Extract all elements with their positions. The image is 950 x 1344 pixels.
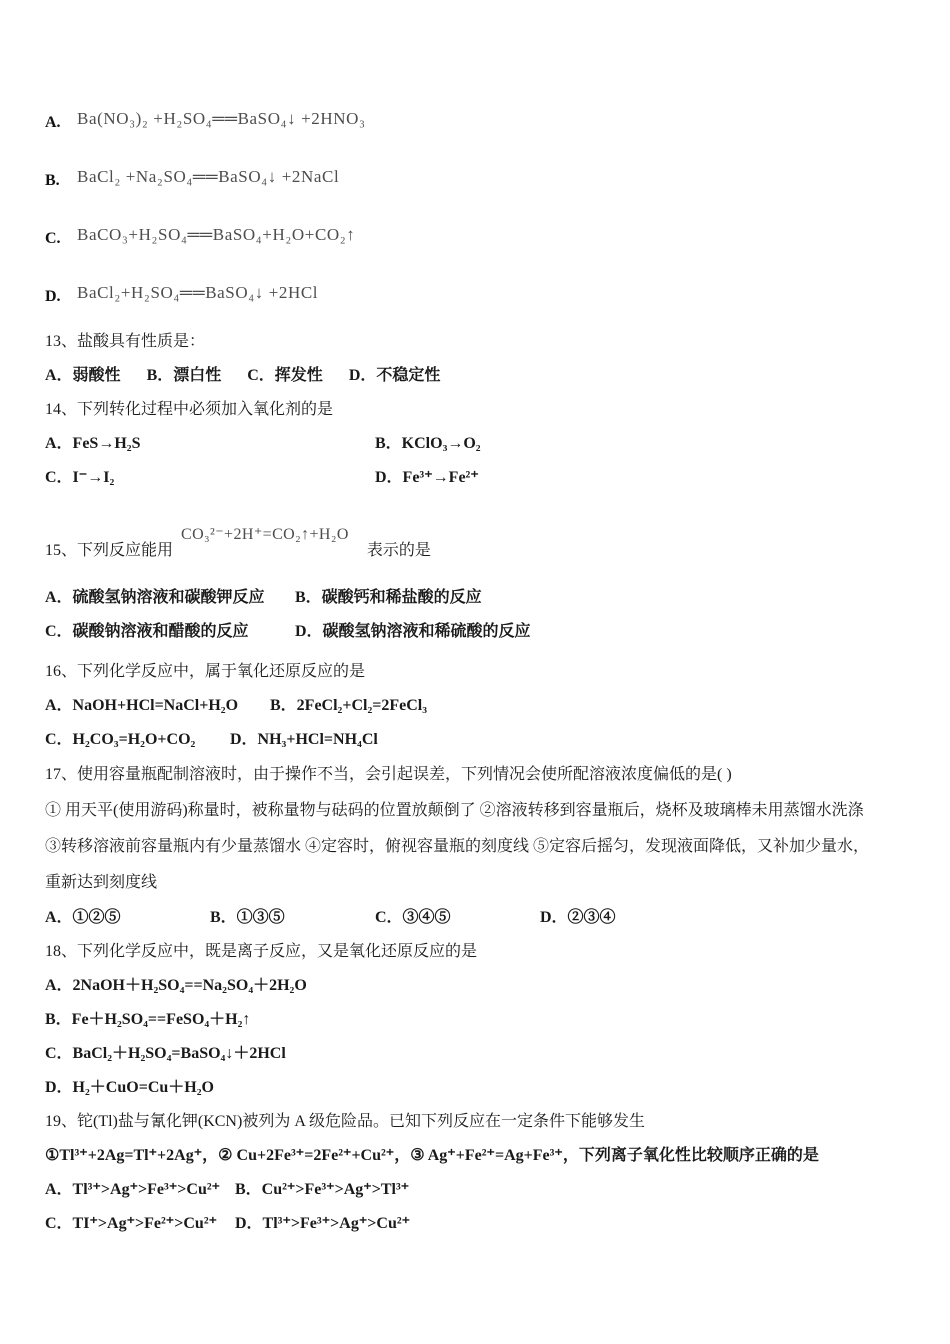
option-item: D．Tl³⁺>Fe³⁺>Ag⁺>Cu²⁺ [235, 1214, 411, 1232]
question-15-post-text: 表示的是 [366, 542, 431, 559]
option-label: D. [45, 288, 61, 305]
question-19-title: 19、铊(Tl)盐与氰化钾(KCN)被列为 A 级危险品。已知下列反应在一定条件下能够发生 [45, 1112, 645, 1130]
option-item: C．I⁻→I₂ [45, 468, 115, 486]
option-label: C. [45, 230, 61, 247]
question-16-options-row2 [45, 720, 905, 754]
option-item: B．①③⑤ [210, 908, 285, 926]
option-item: C．挥发性 [247, 366, 323, 384]
inline-equation: CO₃²⁻+2H⁺=CO₂↑+H₂O [181, 526, 349, 543]
option-item: D．碳酸氢钠溶液和稀硫酸的反应 [295, 622, 531, 640]
option-item: B．漂白性 [146, 366, 222, 384]
option-item: C．碳酸钠溶液和醋酸的反应 [45, 622, 249, 640]
question-14-options-row2 [45, 458, 905, 492]
option-item: C．H₂CO₃=H₂O+CO₂ [45, 730, 196, 748]
question-14-options-row1 [45, 424, 905, 458]
option-label: A. [45, 114, 61, 131]
question-16-title: 16、下列化学反应中，属于氧化还原反应的是 [45, 662, 366, 680]
question-19-options-row2 [45, 1204, 905, 1238]
question-18-option-a: A．2NaOH＋H₂SO₄==Na₂SO₄＋2H₂O [45, 976, 307, 994]
option-item: B．Cu²⁺>Fe³⁺>Ag⁺>Tl³⁺ [235, 1180, 410, 1198]
option-item: A．Tl³⁺>Ag⁺>Fe³⁺>Cu²⁺ [45, 1180, 221, 1198]
question-15-options-row1 [45, 578, 905, 612]
question-15-pre-text: 15、下列反应能用 [45, 542, 174, 559]
question-18-option-b: B．Fe＋H₂SO₄==FeSO₄＋H₂↑ [45, 1010, 251, 1028]
question-19-reactions: ①Tl³⁺+2Ag=Tl⁺+2Ag⁺，② Cu+2Fe³⁺=2Fe²⁺+Cu²⁺，③ Ag⁺+Fe²⁺=Ag+Fe³⁺，下列离子氧化性比较顺序正确的是 [45, 1146, 819, 1164]
equation-text: BaCl₂+H₂SO₄══BaSO₄↓ +2HCl [77, 283, 319, 302]
question-17-title: 17、使用容量瓶配制溶液时，由于操作不当，会引起误差，下列情况会使所配溶液浓度偏低的是( ) [45, 765, 732, 783]
option-item: C．③④⑤ [375, 908, 451, 926]
question-18-title: 18、下列化学反应中，既是离子反应，又是氧化还原反应的是 [45, 942, 478, 960]
equation-option-row-b [45, 148, 905, 206]
question-18-option-d: D．H₂＋CuO=Cu＋H₂O [45, 1078, 214, 1096]
option-item: B．碳酸钙和稀盐酸的反应 [295, 588, 482, 606]
question-17-body-line: 重新达到刻度线 [45, 873, 158, 891]
question-17-options [45, 898, 905, 932]
question-18-option-c: C．BaCl₂＋H₂SO₄=BaSO₄↓＋2HCl [45, 1044, 286, 1062]
option-item: D．②③④ [540, 908, 616, 926]
option-label: B. [45, 172, 60, 189]
option-item: D．Fe³⁺→Fe²⁺ [375, 468, 479, 486]
option-item: D．不稳定性 [348, 366, 441, 384]
question-17-body-line: ③转移溶液前容量瓶内有少量蒸馏水 ④定容时，俯视容量瓶的刻度线 ⑤定容后摇匀，发现液面降低，又补加少量水， [45, 837, 870, 855]
equation-option-row-d [45, 264, 905, 322]
option-item: A．NaOH+HCl=NaCl+H₂O [45, 696, 239, 714]
question-13-title: 13、盐酸具有性质是： [45, 332, 206, 350]
option-item: A．硫酸氢钠溶液和碳酸钾反应 [45, 588, 265, 606]
question-14-title: 14、下列转化过程中必须加入氧化剂的是 [45, 400, 334, 418]
question-19-options-row1 [45, 1170, 905, 1204]
question-17-body-line: ① 用天平(使用游码)称量时，被称量物与砝码的位置放颠倒了 ②溶液转移到容量瓶后，烧杯及玻璃棒未用蒸馏水洗涤 [45, 801, 864, 819]
equation-text: BaCl₂ +Na₂SO₄══BaSO₄↓ +2NaCl [77, 167, 340, 186]
equation-text: BaCO₃+H₂SO₄══BaSO₄+H₂O+CO₂↑ [77, 225, 356, 244]
question-15-options-row2 [45, 612, 905, 646]
question-15-title [45, 504, 905, 564]
equation-option-row-a [45, 90, 905, 148]
question-13-options [45, 356, 905, 390]
equation-text: Ba(NO₃)₂ +H₂SO₄══BaSO₄↓ +2HNO₃ [77, 109, 366, 128]
option-item: A．①②⑤ [45, 908, 121, 926]
question-16-options-row1 [45, 686, 905, 720]
option-item: C．TI⁺>Ag⁺>Fe²⁺>Cu²⁺ [45, 1214, 218, 1232]
option-item: B．2FeCl₂+Cl₂=2FeCl₃ [270, 696, 428, 714]
equation-option-row-c [45, 206, 905, 264]
option-item: A．弱酸性 [45, 366, 121, 384]
option-item: D．NH₃+HCl=NH₄Cl [230, 730, 378, 748]
option-item: B．KClO₃→O₂ [375, 434, 481, 452]
option-item: A．FeS→H₂S [45, 434, 141, 452]
